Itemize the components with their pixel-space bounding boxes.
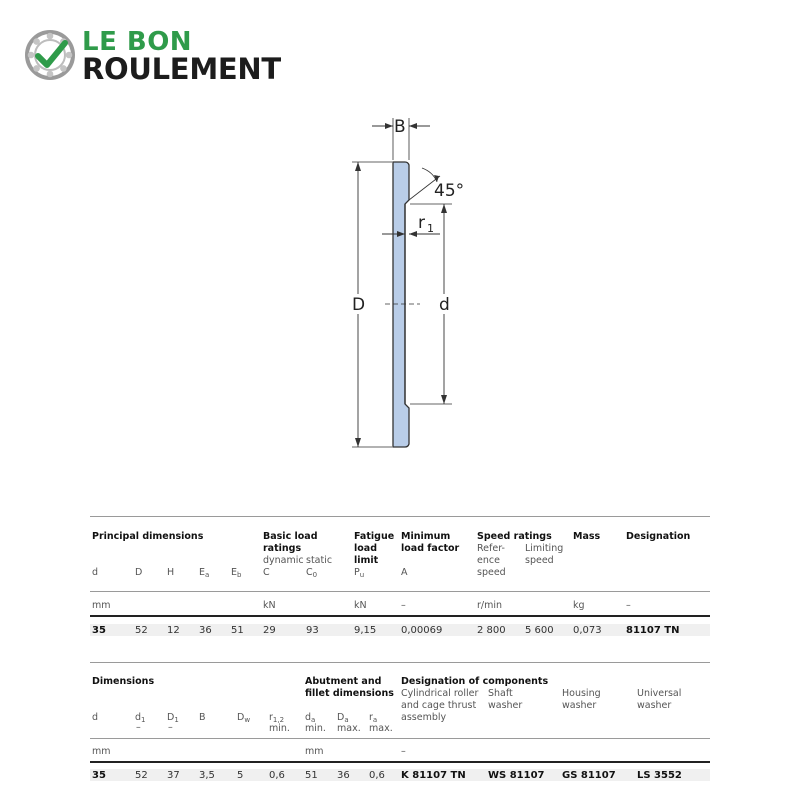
washer-section-shape	[393, 162, 409, 447]
cell-ref-speed: 2 800	[477, 625, 506, 636]
header-basic-load-1: Basic load	[263, 531, 318, 542]
label-B: B	[394, 117, 406, 137]
cell2-B: 3,5	[199, 770, 215, 781]
sym2-d1: $d_1$	[135, 712, 146, 724]
cell2-shaft-washer: WS 81107	[488, 770, 545, 781]
sym2-d1-dash: –	[136, 722, 141, 733]
header-ref-2: ence	[477, 555, 500, 566]
sym-H: H	[167, 567, 175, 578]
cell2-universal-washer: LS 3552	[637, 770, 682, 781]
header-minload-1: Minimum	[401, 531, 451, 542]
sym-C: C	[263, 567, 270, 578]
cell-C0: 93	[306, 625, 319, 636]
sym2-da: $d_a$	[305, 712, 316, 724]
cell-Pu: 9,15	[354, 625, 377, 636]
sym-d: d	[92, 567, 99, 578]
header-ref-1: Refer-	[477, 543, 505, 554]
header-fatigue-3: limit	[354, 555, 379, 566]
unit-kn-ratings: kN	[263, 600, 276, 611]
header-cyl-3: assembly	[401, 712, 447, 723]
cell2-housing-washer: GS 81107	[562, 770, 616, 781]
sym2-D1: $D_1$	[167, 712, 179, 724]
unit-dash-factor: –	[401, 600, 406, 611]
sym-C0: $C_0$	[306, 567, 318, 579]
header-fatigue-2: load	[354, 543, 377, 554]
unit-kn-fatigue: kN	[354, 600, 367, 611]
unit2-mm: mm	[92, 746, 111, 757]
sym2-Da: $D_a$	[337, 712, 349, 724]
header-abutment-2: fillet dimensions	[305, 688, 394, 699]
cell-D: 52	[135, 625, 148, 636]
unit2-mm-abutment: mm	[305, 746, 324, 757]
header-housing-1: Housing	[562, 688, 601, 699]
sym2-d: d	[92, 712, 99, 723]
cell2-ra: 0,6	[369, 770, 385, 781]
sym-Ea: $E_a$	[199, 567, 210, 579]
sym-A: A	[401, 567, 408, 578]
unit-rmin: r/min	[477, 600, 503, 611]
header-dynamic: dynamic	[263, 555, 304, 566]
cell-Ea: 36	[199, 625, 212, 636]
cell-d: 35	[92, 625, 106, 636]
header-shaft-1: Shaft	[488, 688, 513, 699]
header-cyl-1: Cylindrical roller	[401, 688, 479, 699]
sym-Eb: $E_b$	[231, 567, 242, 579]
header-housing-2: washer	[562, 700, 597, 711]
sym-Pu: $P_u$	[354, 567, 365, 579]
header-fatigue-1: Fatigue	[354, 531, 395, 542]
sym2-Da-max: max.	[337, 723, 361, 734]
sym2-Dw: $D_w$	[237, 712, 251, 724]
header-components: Designation of components	[401, 676, 549, 687]
header-lim-1: Limiting	[525, 543, 564, 554]
cell2-Da: 36	[337, 770, 350, 781]
cell2-d: 35	[92, 770, 106, 781]
header-basic-load-2: ratings	[263, 543, 302, 554]
cell2-d1: 52	[135, 770, 148, 781]
brand-name-line2: ROULEMENT	[82, 52, 281, 86]
cell-Eb: 51	[231, 625, 244, 636]
header-cyl-2: and cage thrust	[401, 700, 477, 711]
sym-D: D	[135, 567, 143, 578]
cell-lim-speed: 5 600	[525, 625, 554, 636]
unit-dash-designation: –	[626, 600, 631, 611]
header-shaft-2: washer	[488, 700, 523, 711]
sym2-r12-min: min.	[269, 723, 290, 734]
header-principal-dimensions: Principal dimensions	[92, 531, 204, 542]
sym2-B: B	[199, 712, 206, 723]
cell2-Dw: 5	[237, 770, 244, 781]
header-lim-2: speed	[525, 555, 554, 566]
cell2-D1: 37	[167, 770, 180, 781]
header-mass: Mass	[573, 531, 601, 542]
header-dimensions: Dimensions	[92, 676, 155, 687]
header-universal-2: washer	[637, 700, 672, 711]
sym2-ra-max: max.	[369, 723, 393, 734]
unit-mm: mm	[92, 600, 111, 611]
header-static: static	[306, 555, 333, 566]
unit-kg: kg	[573, 600, 585, 611]
sym2-ra: $r_a$	[369, 712, 378, 724]
header-abutment-1: Abutment and	[305, 676, 382, 687]
cell-C: 29	[263, 625, 276, 636]
header-minload-2: load factor	[401, 543, 460, 554]
sym2-da-min: min.	[305, 723, 326, 734]
label-D: D	[352, 295, 366, 315]
cell-mass: 0,073	[573, 625, 602, 636]
cell-designation: 81107 TN	[626, 625, 680, 636]
header-designation: Designation	[626, 531, 691, 542]
cell2-r12: 0,6	[269, 770, 285, 781]
header-speed-ratings: Speed ratings	[477, 531, 552, 542]
cell2-cyl-assembly: K 81107 TN	[401, 770, 466, 781]
label-d: d	[439, 295, 450, 315]
header-universal-1: Universal	[637, 688, 682, 699]
brand-name-line1: LE BON	[82, 27, 193, 57]
header-ref-3: speed	[477, 567, 506, 578]
unit2-dash: –	[401, 746, 406, 757]
sym2-D1-dash: –	[168, 722, 173, 733]
cell2-da: 51	[305, 770, 318, 781]
cell-H: 12	[167, 625, 180, 636]
label-r-sub: 1	[427, 222, 434, 235]
label-angle: 45°	[434, 181, 465, 201]
label-r: r	[418, 213, 425, 233]
cell-A: 0,00069	[401, 625, 443, 636]
sym2-r12: $r_{1,2}$	[269, 712, 285, 724]
